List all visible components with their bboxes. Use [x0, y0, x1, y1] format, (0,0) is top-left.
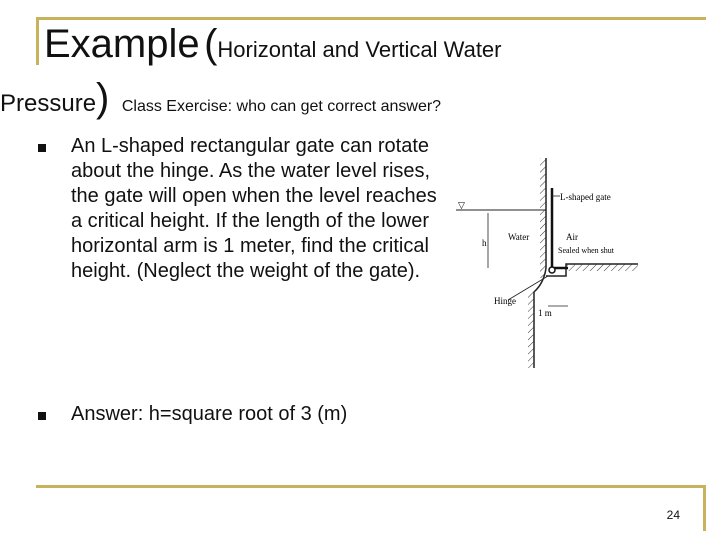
bullet-text: Answer: h=square root of 3 (m): [71, 403, 348, 425]
frame-left-rule: [36, 17, 39, 65]
label-h: h: [482, 238, 487, 248]
slide-title: [44, 24, 704, 64]
label-air: Air: [566, 232, 578, 242]
surface-symbol: ▽: [458, 200, 465, 210]
label-sealed: Sealed when shut: [558, 246, 614, 255]
label-arm-length: 1 m: [538, 308, 552, 318]
bullet-text: An L-shaped rectangular gate can rotate about the hinge. As the water level rises, the gate will open when the level reaches a critical height. If the length of the lower horizontal arm is 1 meter, find the critical height. (Neglect the weight of the gate).: [71, 135, 437, 282]
frame-top-rule: [36, 17, 706, 20]
floor-hatch: [566, 264, 638, 271]
bullet-marker: [38, 144, 46, 152]
bullet-marker: [38, 412, 46, 420]
hinge-pin: [549, 267, 555, 273]
gate-diagram-svg: [448, 158, 638, 368]
title-word: Example: [44, 22, 200, 66]
frame-bottom-rule: [36, 485, 706, 488]
title-open-paren: (: [204, 22, 218, 66]
wall-upper: [540, 158, 546, 278]
frame-right-rule: [703, 485, 706, 531]
title-line2-word: Pressure: [0, 90, 97, 117]
subtitle: Class Exercise: who can get correct answer?: [121, 98, 442, 115]
title-line-2: [0, 78, 700, 118]
label-hinge: Hinge: [494, 296, 516, 306]
title-rest: Horizontal and Vertical Water: [217, 37, 502, 62]
gate-diagram: [448, 158, 638, 368]
page-number: 24: [666, 508, 680, 522]
label-gate: L-shaped gate: [560, 192, 611, 202]
channel-hatch: [528, 292, 534, 368]
title-close-paren: ): [96, 76, 110, 120]
label-water: Water: [508, 232, 530, 242]
